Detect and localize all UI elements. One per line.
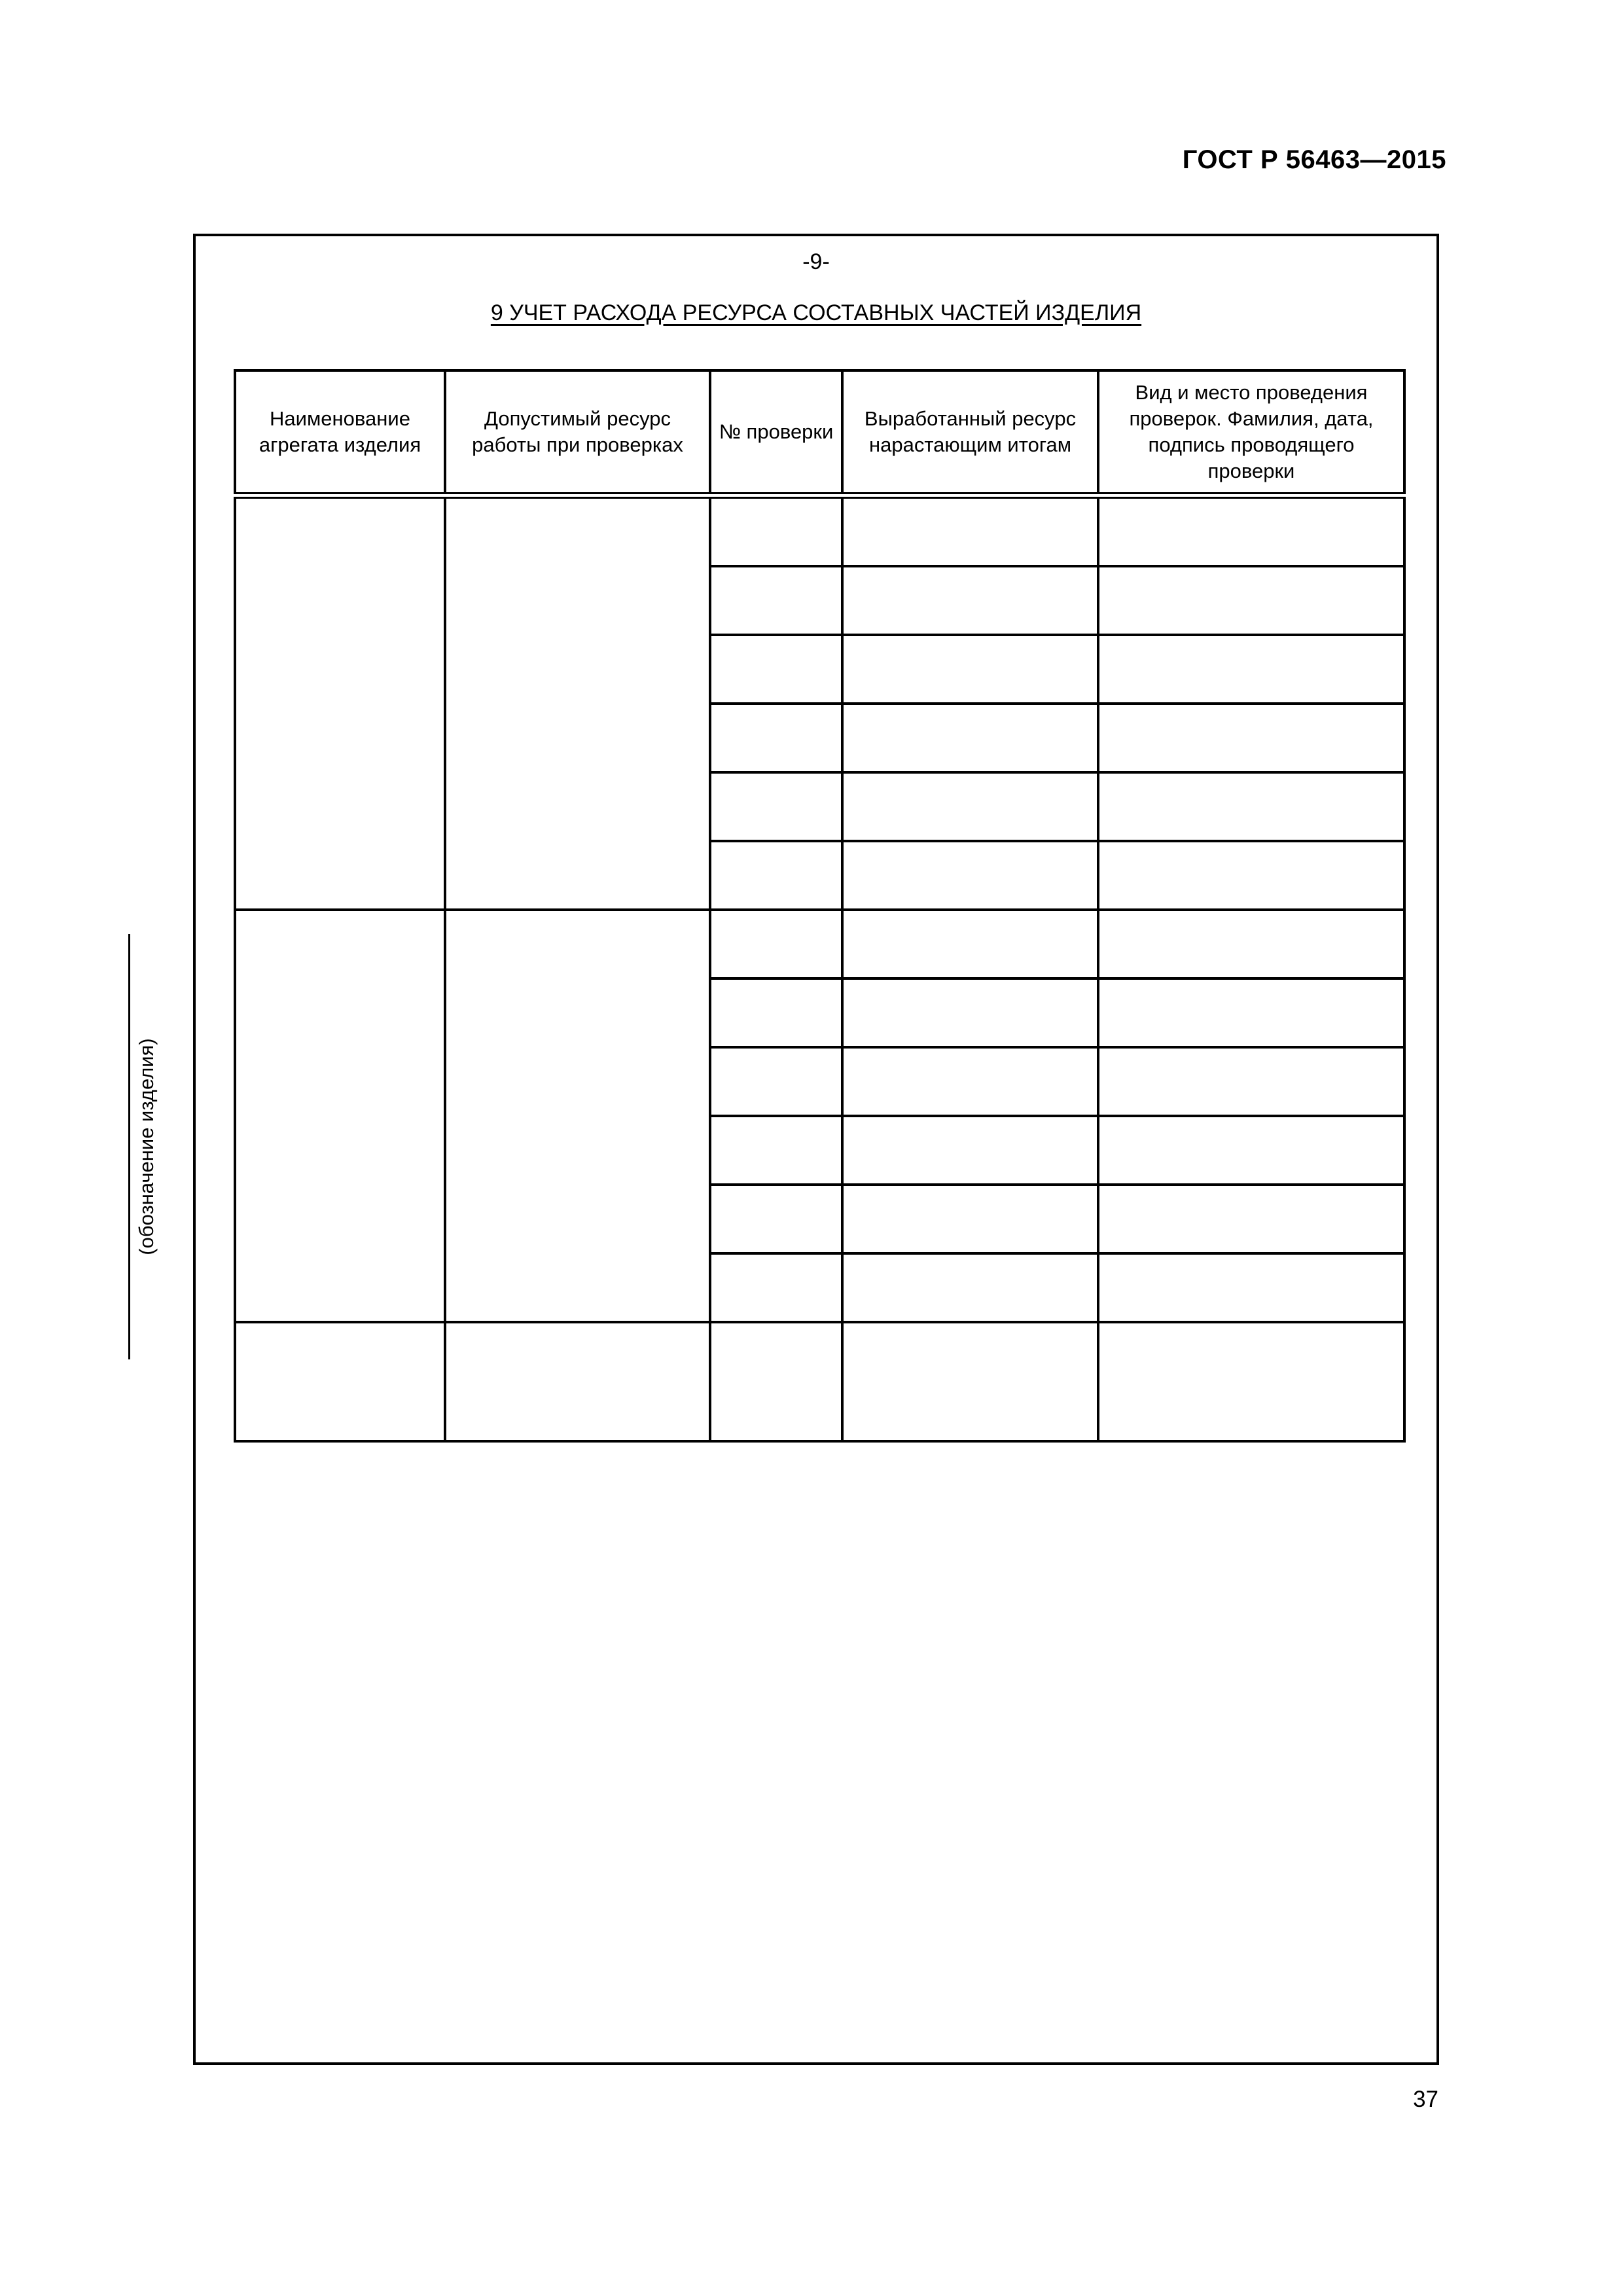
column-header-check-number: № проверки [710, 370, 842, 495]
check-number-cell[interactable] [710, 635, 842, 704]
product-designation-field [128, 934, 168, 1359]
allowed-resource-cell[interactable] [445, 1322, 710, 1441]
designation-line[interactable] [128, 934, 130, 1359]
check-details-cell[interactable] [1098, 1322, 1404, 1441]
sheet-number: -9- [802, 249, 830, 274]
column-header-used-resource: Выработанный ресурс нарастающим итогам [842, 370, 1098, 495]
check-number-cell[interactable] [710, 772, 842, 841]
used-resource-cell[interactable] [842, 1322, 1098, 1441]
check-number-cell[interactable] [710, 566, 842, 635]
used-resource-cell[interactable] [842, 978, 1098, 1047]
check-details-cell[interactable] [1098, 910, 1404, 978]
allowed-resource-cell[interactable] [445, 910, 710, 1322]
column-header-check-details: Вид и место проведения проверок. Фамилия, дата, подпись проводящего проверки [1098, 370, 1404, 495]
section-title: 9 УЧЕТ РАСХОДА РЕСУРСА СОСТАВНЫХ ЧАСТЕЙ ИЗДЕЛИЯ [490, 300, 1142, 325]
unit-name-cell[interactable] [235, 495, 445, 910]
check-number-cell[interactable] [710, 841, 842, 910]
used-resource-cell[interactable] [842, 841, 1098, 910]
check-details-cell[interactable] [1098, 978, 1404, 1047]
used-resource-cell[interactable] [842, 635, 1098, 704]
check-details-cell[interactable] [1098, 495, 1404, 566]
check-number-cell[interactable] [710, 1322, 842, 1441]
table-row [235, 1322, 1404, 1441]
used-resource-cell[interactable] [842, 1047, 1098, 1116]
used-resource-cell[interactable] [842, 1253, 1098, 1322]
check-number-cell[interactable] [710, 1185, 842, 1253]
used-resource-cell[interactable] [842, 1185, 1098, 1253]
unit-name-cell[interactable] [235, 910, 445, 1322]
column-header-unit-name: Наименование агрегата изделия [235, 370, 445, 495]
used-resource-cell[interactable] [842, 495, 1098, 566]
check-details-cell[interactable] [1098, 1185, 1404, 1253]
check-details-cell[interactable] [1098, 1253, 1404, 1322]
used-resource-cell[interactable] [842, 704, 1098, 772]
used-resource-cell[interactable] [842, 566, 1098, 635]
check-details-cell[interactable] [1098, 704, 1404, 772]
check-number-cell[interactable] [710, 910, 842, 978]
document-code: ГОСТ Р 56463—2015 [1182, 145, 1446, 174]
check-number-cell[interactable] [710, 978, 842, 1047]
form-frame [193, 234, 1439, 2065]
check-number-cell[interactable] [710, 704, 842, 772]
check-details-cell[interactable] [1098, 772, 1404, 841]
resource-ledger-table [234, 369, 1406, 1443]
table-header-row [235, 370, 1404, 495]
check-details-cell[interactable] [1098, 1047, 1404, 1116]
check-details-cell[interactable] [1098, 566, 1404, 635]
used-resource-cell[interactable] [842, 772, 1098, 841]
check-details-cell[interactable] [1098, 841, 1404, 910]
allowed-resource-cell[interactable] [445, 495, 710, 910]
used-resource-cell[interactable] [842, 910, 1098, 978]
table-row [235, 910, 1404, 978]
product-designation-label: (обозначение изделия) [135, 1038, 158, 1255]
used-resource-cell[interactable] [842, 1116, 1098, 1185]
column-header-allowed-resource: Допустимый ресурс работы при проверках [445, 370, 710, 495]
check-number-cell[interactable] [710, 495, 842, 566]
check-details-cell[interactable] [1098, 635, 1404, 704]
check-number-cell[interactable] [710, 1047, 842, 1116]
page-number: 37 [1413, 2087, 1438, 2112]
check-number-cell[interactable] [710, 1253, 842, 1322]
check-number-cell[interactable] [710, 1116, 842, 1185]
check-details-cell[interactable] [1098, 1116, 1404, 1185]
table-row [235, 495, 1404, 566]
unit-name-cell[interactable] [235, 1322, 445, 1441]
